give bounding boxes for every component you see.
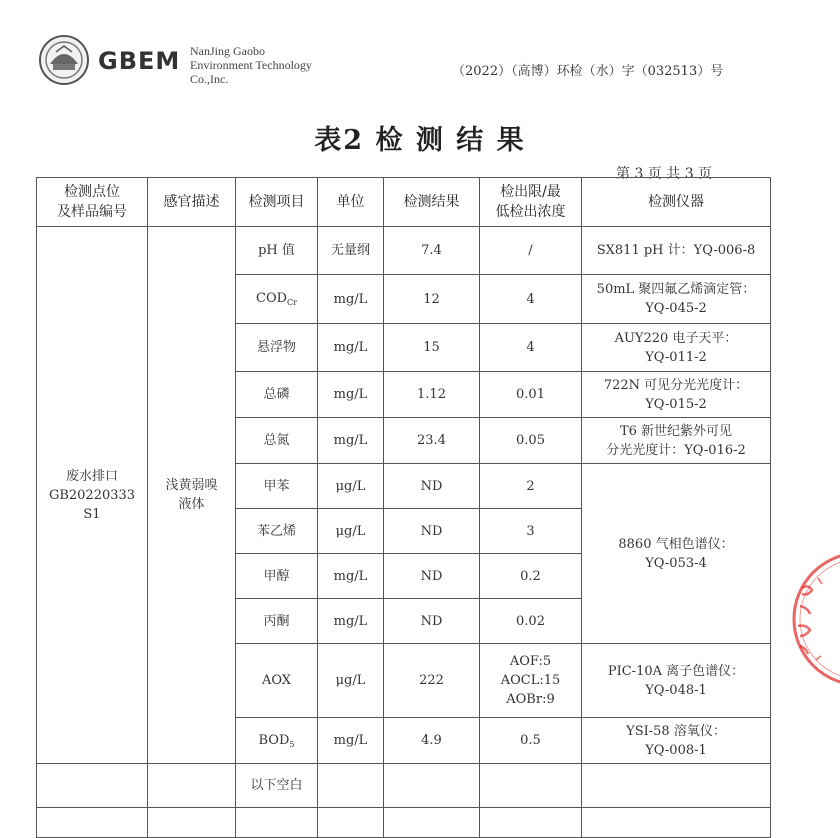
limit-cell: 2	[480, 464, 582, 509]
limit-cell: 0.01	[480, 372, 582, 418]
red-seal-stamp-icon	[788, 548, 840, 690]
company-line: Environment Technology	[190, 58, 312, 72]
table-header-row	[37, 178, 771, 227]
empty-cell	[318, 808, 384, 838]
empty-cell	[236, 808, 318, 838]
header-limit: 检出限/最 低检出浓度	[480, 178, 582, 227]
item-cell: pH 值	[236, 227, 318, 275]
instrument-cell: T6 新世纪紫外可见 分光光度计：YQ-016-2	[582, 418, 771, 464]
empty-cell	[37, 764, 148, 808]
result-cell: ND	[384, 464, 480, 509]
unit-cell: μg/L	[318, 464, 384, 509]
limit-cell: 4	[480, 275, 582, 324]
company-name	[190, 44, 312, 86]
unit-cell: mg/L	[318, 275, 384, 324]
item-cell: 总氮	[236, 418, 318, 464]
item-cell: $COD_{Cr}$	[236, 275, 318, 324]
unit-cell: mg/L	[318, 554, 384, 599]
instrument-cell: AUY220 电子天平： YQ-011-2	[582, 324, 771, 372]
brand-name: GBEM	[98, 47, 181, 75]
empty-cell	[582, 808, 771, 838]
limit-cell: 4	[480, 324, 582, 372]
unit-cell: 无量纲	[318, 227, 384, 275]
instrument-cell: PIC-10A 离子色谱仪： YQ-048-1	[582, 644, 771, 718]
item-cell: 甲醇	[236, 554, 318, 599]
item-cell: 丙酮	[236, 599, 318, 644]
result-cell: ND	[384, 554, 480, 599]
company-line: Co.,Inc.	[190, 72, 229, 86]
limit-cell: 0.02	[480, 599, 582, 644]
report-header	[0, 0, 840, 100]
company-line: NanJing Gaobo	[190, 44, 265, 58]
document-number: （2022）（高博）环检（水）字（032513）号	[452, 64, 724, 79]
page-title: 表2 检 测 结 果	[314, 125, 526, 156]
item-cell: 悬浮物	[236, 324, 318, 372]
table-row-empty	[37, 808, 771, 838]
empty-cell	[582, 764, 771, 808]
empty-cell	[384, 808, 480, 838]
result-cell: 4.9	[384, 718, 480, 764]
header-item: 检测项目	[236, 178, 318, 227]
sensory-cell: 浅黄弱嗅 液体	[148, 227, 236, 764]
header-unit: 单位	[318, 178, 384, 227]
unit-cell: mg/L	[318, 418, 384, 464]
header-sensory: 感官描述	[148, 178, 236, 227]
unit-cell: mg/L	[318, 324, 384, 372]
limit-cell: AOF:5 AOCL:15 AOBr:9	[480, 644, 582, 718]
header-result: 检测结果	[384, 178, 480, 227]
gc-instrument-cell: 8860 气相色谱仪： YQ-053-4	[582, 464, 771, 644]
instrument-cell: SX811 pH 计：YQ-006-8	[582, 227, 771, 275]
header-site: 检测点位 及样品编号	[37, 178, 148, 227]
empty-cell	[37, 808, 148, 838]
limit-cell: 0.05	[480, 418, 582, 464]
limit-cell: 0.2	[480, 554, 582, 599]
unit-cell: mg/L	[318, 372, 384, 418]
sample-site-cell: 废水排口 GB20220333 S1	[37, 227, 148, 764]
item-cell: $BOD_5$	[236, 718, 318, 764]
unit-cell: mg/L	[318, 599, 384, 644]
result-cell: 7.4	[384, 227, 480, 275]
item-cell: 总磷	[236, 372, 318, 418]
limit-cell: /	[480, 227, 582, 275]
instrument-cell: 50mL 聚四氟乙烯滴定管： YQ-045-2	[582, 275, 771, 324]
result-cell: 1.12	[384, 372, 480, 418]
instrument-cell: YSI-58 溶氧仪： YQ-008-1	[582, 718, 771, 764]
unit-cell: μg/L	[318, 509, 384, 554]
table-row	[37, 227, 771, 275]
gbem-logo-icon	[38, 34, 90, 86]
result-cell: 15	[384, 324, 480, 372]
page-number: 第 3 页 共 3 页	[616, 166, 713, 182]
item-cell: 苯乙烯	[236, 509, 318, 554]
header-instrument: 检测仪器	[582, 178, 771, 227]
empty-cell	[318, 764, 384, 808]
empty-cell	[480, 808, 582, 838]
empty-cell	[148, 808, 236, 838]
limit-cell: 3	[480, 509, 582, 554]
item-cell: AOX	[236, 644, 318, 718]
unit-cell: μg/L	[318, 644, 384, 718]
limit-cell: 0.5	[480, 718, 582, 764]
instrument-cell: 722N 可见分光光度计： YQ-015-2	[582, 372, 771, 418]
item-cell: 甲苯	[236, 464, 318, 509]
table-row-blank-note	[37, 764, 771, 808]
result-cell: ND	[384, 509, 480, 554]
result-cell: 23.4	[384, 418, 480, 464]
blank-note: 以下空白	[236, 764, 318, 808]
empty-cell	[148, 764, 236, 808]
empty-cell	[384, 764, 480, 808]
result-cell: 12	[384, 275, 480, 324]
result-cell: 222	[384, 644, 480, 718]
results-table	[36, 177, 771, 838]
result-cell: ND	[384, 599, 480, 644]
unit-cell: mg/L	[318, 718, 384, 764]
empty-cell	[480, 764, 582, 808]
